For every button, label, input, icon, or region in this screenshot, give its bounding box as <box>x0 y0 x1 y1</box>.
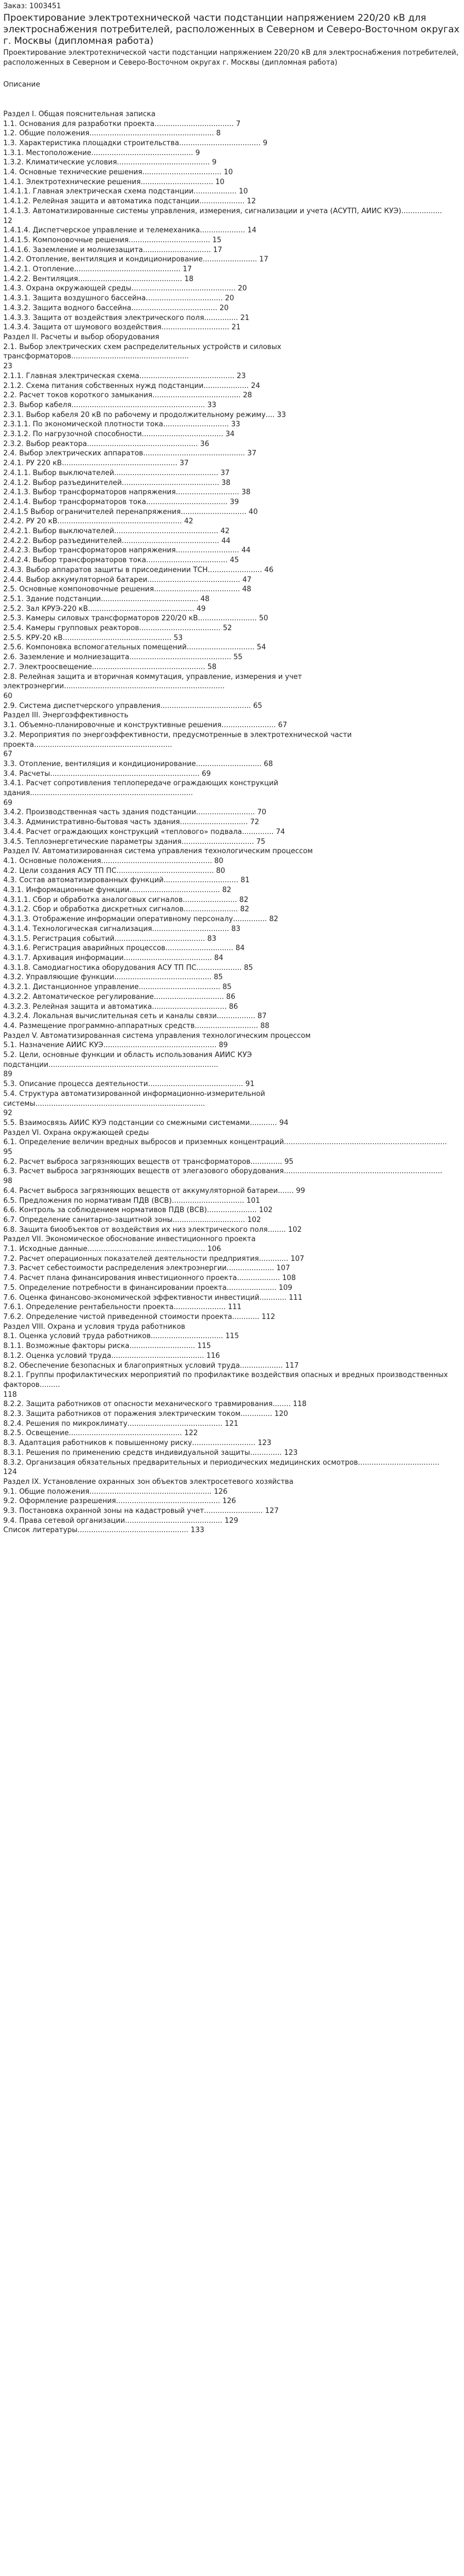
toc-line: Раздел IX. Установление охранных зон объектов электросетевого хозяйства <box>3 1477 294 1486</box>
toc-line: 2.5.2. Зал КРУЭ-220 кВ............................................... 49 <box>3 604 206 613</box>
toc-line: 3.2. Мероприятия по энергоэффективности, предусмотренные в электротехнической части проекта............................................................. <box>3 730 352 749</box>
toc-line: 7.5. Определение потребности в финансировании проекта...................... 109 <box>3 1283 293 1292</box>
toc-line: 2.3.1.2. По нагрузочной способности.................................... 34 <box>3 430 235 439</box>
toc-line: 8.2.2. Защита работников от опасности механического травмирования........ 118 <box>3 1400 307 1409</box>
toc-line: 1.3.1. Местоположение............................................. 9 <box>3 148 200 157</box>
toc-line: 8.2.3. Защита работников от поражения электрическим током.............. 120 <box>3 1410 288 1419</box>
toc-line: 5.1. Назначение АИИС КУЭ.................................................. 89 <box>3 1041 228 1050</box>
toc-line: 92 <box>3 1109 13 1118</box>
toc-line: 4.3.1.7. Архивация информации....................................... 84 <box>3 953 224 962</box>
toc-line: 1.4.2.2. Вентиляция.............................................. 18 <box>3 275 194 283</box>
toc-line: 2.3.1. Выбор кабеля 20 кВ по рабочему и продолжительному режиму.... 33 <box>3 410 287 419</box>
toc-line: 67 <box>3 750 13 759</box>
toc-line: 1.3.2. Климатические условия......................................... 9 <box>3 158 217 167</box>
toc-line: 1.1. Основания для разработки проекта................................... 7 <box>3 119 241 128</box>
toc-line: 8.3.1. Решения по применению средств индивидуальной защиты.............. 123 <box>3 1448 298 1457</box>
toc-line: 6.1. Определение величин вредных выбросов и приземных концентраций........................................................................ <box>3 1138 447 1147</box>
toc-line: 6.2. Расчет выброса загрязняющих веществ от трансформаторов.............. 95 <box>3 1157 294 1166</box>
toc-line: 5.5. Взаимосвязь АИИС КУЭ подстанции со смежными системами............ 94 <box>3 1118 289 1127</box>
toc-line: 6.3. Расчет выброса загрязняющих веществ от элегазового оборудования...................................................................... <box>3 1167 443 1176</box>
toc-line: 4.2. Цели создания АСУ ТП ПС........................................... 80 <box>3 866 225 875</box>
toc-line: 2.4.4. Выбор аккумуляторной батареи......................................... 47 <box>3 575 252 584</box>
toc-line: 2.5. Основные компоновочные решения...................................... 48 <box>3 585 251 594</box>
toc-line: 7.1. Исходные данные.................................................... 106 <box>3 1245 221 1254</box>
toc-line: 2.3.1.1. По экономической плотности тока............................. 33 <box>3 420 240 429</box>
toc-line: 4.3.2.2. Автоматическое регулирование............................... 86 <box>3 992 236 1001</box>
toc-line: 7.6.2. Определение чистой приведенной стоимости проекта............ 112 <box>3 1313 276 1321</box>
toc-line: 1.3. Характеристика площадки строительства.................................... 9 <box>3 139 268 147</box>
toc-line: 118 <box>3 1390 17 1399</box>
toc-line: 2.4.3. Выбор аппаратов защиты в присоединении ТСН........................ 46 <box>3 566 274 574</box>
toc-line: 9.4. Права сетевой организации........................................... 129 <box>3 1516 238 1525</box>
toc-line: 3.1. Объемно-планировочные и конструктивные решения........................ 67 <box>3 721 288 730</box>
toc-line: 4.3.1.2. Сбор и обработка дискретных сигналов........................ 82 <box>3 905 249 914</box>
toc-line: 4.3.2.3. Релейная защита и автоматика................................. 86 <box>3 1002 238 1011</box>
toc-line: 4.3.1.6. Регистрация аварийных процессов.............................. 84 <box>3 944 245 953</box>
toc-line: 7.6. Оценка финансово-экономической эффективности инвестиций............ 111 <box>3 1293 302 1302</box>
toc-line: 1.4.2.1. Отопление............................................... 17 <box>3 265 192 274</box>
toc-line: Раздел VI. Охрана окружающей среды <box>3 1128 149 1137</box>
toc-line: 2.1.2. Схема питания собственных нужд подстанции.................... 24 <box>3 381 260 390</box>
toc-line: 23 <box>3 362 13 371</box>
toc-line: 4.3.1.1. Сбор и обработка аналоговых сигналов........................ 82 <box>3 895 249 904</box>
toc-line: 124 <box>3 1468 17 1477</box>
toc-line: 1.4.2. Отопление, вентиляция и кондиционирование........................ 17 <box>3 255 268 264</box>
toc-line: 12 <box>3 216 13 225</box>
toc-line: 1.4.1.1. Главная электрическая схема подстанции................... 10 <box>3 187 248 196</box>
toc-line: 8.3.2. Организация обязательных предварительных и периодических медицинских осмотров.................................... <box>3 1458 440 1467</box>
toc-line: 8.2.4. Решения по микроклимату.......................................... 121 <box>3 1419 239 1428</box>
toc-line: 2.8. Релейная защита и вторичная коммутация, управление, измерения и учет электроэнергии....................................................................... <box>3 672 302 691</box>
toc-line: 2.4.2.1. Выбор выключателей.............................................. 42 <box>3 527 230 536</box>
toc-line: 3.4.4. Расчет ограждающих конструкций «теплового» подвала.............. 74 <box>3 827 285 836</box>
toc-line: 4.3.1.5. Регистрация событий........................................ 83 <box>3 934 216 943</box>
toc-line: 6.8. Защита биообъектов от воздействия их низ электрического поля........ 102 <box>3 1225 302 1234</box>
toc-line: 6.4. Расчет выброса загрязняющих веществ от аккумуляторной батареи....... 99 <box>3 1186 305 1195</box>
page-title: Проектирование электротехнической части подстанции напряжением 220/20 кВ для электроснабжения потребителей, расположенных в Северном и Северо-Восточном округах г. Москвы (дипломная работа) <box>3 13 460 47</box>
toc-line: 95 <box>3 1148 13 1157</box>
toc-line: 9.2. Оформление разрешения.............................................. 126 <box>3 1497 236 1506</box>
toc-line: 2.4.2.2. Выбор разъединителей........................................... 44 <box>3 536 231 545</box>
toc-line: 2.1.1. Главная электрическая схема.......................................... 23 <box>3 372 246 380</box>
toc-line: 2.1. Выбор электрических схем распределительных устройств и силовых трансформаторов.................................................... <box>3 342 282 361</box>
toc-line: 2.4.1.5 Выбор ограничителей перенапряжения............................. 40 <box>3 507 258 516</box>
toc-line: 7.3. Расчет себестоимости распределения электроэнергии..................... 107 <box>3 1264 290 1273</box>
toc-line: 2.5.4. Камеры групповых реакторов.................................... 52 <box>3 624 232 633</box>
toc-line: 2.5.3. Камеры силовых трансформаторов 220/20 кВ.......................... 50 <box>3 614 268 623</box>
toc-line: Раздел VII. Экономическое обоснование инвестиционного проекта <box>3 1235 256 1244</box>
toc-line: 2.3.2. Выбор реактора................................................. 36 <box>3 439 209 448</box>
toc-line: 8.2. Обеспечение безопасных и благоприятных условий труда................... 117 <box>3 1361 299 1370</box>
toc-line: 2.4.2.4. Выбор трансформаторов тока.................................... 45 <box>3 556 239 565</box>
toc-line: 3.4.2. Производственная часть здания подстанции.......................... 70 <box>3 808 267 817</box>
toc-line: 2.4.1.3. Выбор трансформаторов напряжения............................ 38 <box>3 488 251 497</box>
toc-line: 1.4.1.5. Компоновочные решения.................................... 15 <box>3 236 222 244</box>
toc-line: 2.4. Выбор электрических аппаратов............................................. 37 <box>3 449 256 458</box>
toc-line: 4.3.1.4. Технологическая сигнализация.................................. 83 <box>3 924 240 933</box>
toc-line: 4.3.1.3. Отображение информации оперативному персоналу............... 82 <box>3 915 278 924</box>
table-of-contents <box>3 110 461 1535</box>
toc-line: 5.4. Структура автоматизированной информационно-измерительной системы........................................................................... <box>3 1089 265 1108</box>
toc-line: 4.1. Основные положения................................................. 80 <box>3 856 224 865</box>
toc-line: 3.4.1. Расчет сопротивления теплопередаче ограждающих конструкций здания........................................................................ <box>3 779 278 798</box>
toc-line: 2.6. Заземление и молниезащита............................................. 55 <box>3 653 243 662</box>
toc-line: 4.3.1.8. Самодиагностика оборудования АСУ ТП ПС.................... 85 <box>3 963 253 972</box>
toc-line: 2.2. Расчет токов короткого замыкания....................................... 28 <box>3 391 253 400</box>
toc-line: 60 <box>3 692 13 700</box>
toc-line: 9.1. Общие положения...................................................... 126 <box>3 1487 228 1496</box>
toc-line: Список литературы................................................. 133 <box>3 1526 204 1535</box>
description-heading: Описание <box>3 80 41 89</box>
toc-line: 2.5.6. Компоновка вспомогательных помещений.............................. 54 <box>3 643 266 652</box>
toc-line: 8.1.2. Оценка условий труда......................................... 116 <box>3 1351 220 1360</box>
toc-line: 4.4. Размещение программно-аппаратных средств............................ 88 <box>3 1021 270 1030</box>
lead-paragraph: Проектирование электротехнической части подстанции напряжением 220/20 кВ для электроснабжения потребителей, расположенных в Северном и Северо-Восточном округах г. Москвы (дипломная работа) <box>3 49 459 67</box>
toc-line: 6.5. Предложения по нормативам ПДВ (ВСВ)................................ 101 <box>3 1196 260 1205</box>
toc-line: 2.7. Электроосвещение.................................................. 58 <box>3 662 217 671</box>
toc-line: 8.1. Оценка условий труда работников................................ 115 <box>3 1332 239 1341</box>
toc-line: 89 <box>3 1070 13 1079</box>
toc-line: 1.4.3. Охрана окружающей среды.............................................. 20 <box>3 284 247 293</box>
toc-line: 1.2. Общие положения....................................................... 8 <box>3 129 221 138</box>
toc-line: 2.5.1. Здание подстанции........................................... 48 <box>3 595 210 603</box>
toc-line: 1.4.3.2. Защита водного бассейна...................................... 20 <box>3 304 229 312</box>
toc-line: 2.9. Система диспетчерского управления........................................ 65 <box>3 701 262 710</box>
order-number: Заказ: 1003451 <box>3 2 61 10</box>
toc-line: 69 <box>3 798 13 807</box>
toc-line: 5.3. Описание процесса деятельности.......................................... 91 <box>3 1080 255 1089</box>
toc-line: 8.3. Адаптация работников к повышенному риску............................ 123 <box>3 1439 272 1448</box>
toc-line: Раздел III. Энергоэффективность <box>3 711 129 720</box>
toc-line: 3.4.5. Теплоэнергетические параметры здания................................ 75 <box>3 837 266 846</box>
toc-line: 2.4.2. РУ 20 кВ....................................................... 42 <box>3 517 193 526</box>
toc-line: Раздел V. Автоматизированная система управления технологическим процессом <box>3 1031 311 1040</box>
toc-line: 4.3.2. Управляющие функции........................................... 85 <box>3 973 223 982</box>
toc-line: 2.4.2.3. Выбор трансформаторов напряжения............................ 44 <box>3 546 251 555</box>
toc-line: 3.4.3. Административно-бытовая часть здания.............................. 72 <box>3 818 260 827</box>
toc-line: 1.4.3.3. Защита от воздействия электрического поля............... 21 <box>3 313 250 322</box>
toc-line: 6.7. Определение санитарно-защитной зоны................................ 102 <box>3 1215 261 1224</box>
toc-line: 1.4.3.4. Защита от шумового воздействия.............................. 21 <box>3 323 241 332</box>
toc-line: 1.4.1.6. Заземление и молниезащита.............................. 17 <box>3 245 222 254</box>
toc-line: 2.4.1.1. Выбор выключателей.............................................. 37 <box>3 469 230 477</box>
toc-line: 4.3.1. Информационные функции........................................ 82 <box>3 886 232 895</box>
toc-line: 6.6. Контроль за соблюдением нормативов ПДВ (ВСВ)...................... 102 <box>3 1206 273 1215</box>
toc-line: 98 <box>3 1177 13 1186</box>
toc-line: 1.4.1. Электротехнические решения................................ 10 <box>3 178 225 186</box>
toc-line: 7.2. Расчет операционных показателей деятельности предприятия............. 107 <box>3 1254 305 1263</box>
toc-line: 7.4. Расчет плана финансирования инвестиционного проекта................... 108 <box>3 1274 296 1283</box>
toc-line: 1.4.1.4. Диспетчерское управление и телемеханика.................... 14 <box>3 226 257 235</box>
toc-line: 2.4.1.4. Выбор трансформаторов тока.................................... 39 <box>3 498 239 506</box>
toc-line: 5.2. Цели, основные функции и область использования АИИС КУЭ подстанции........................................................................... <box>3 1051 252 1069</box>
toc-line: 8.2.5. Освещение.................................................. 122 <box>3 1429 198 1438</box>
toc-line: Раздел IV. Автоматизированная система управления технологическим процессом <box>3 847 313 856</box>
toc-line: 1.4.1.2. Релейная защита и автоматика подстанции.................... 12 <box>3 197 256 206</box>
toc-line: 2.5.5. КРУ-20 кВ................................................ 53 <box>3 633 183 642</box>
toc-line: 2.3. Выбор кабеля........................................................... 33 <box>3 401 216 409</box>
toc-line: Раздел II. Расчеты и выбор оборудования <box>3 333 159 341</box>
toc-line: 3.3. Отопление, вентиляция и кондиционирование............................. 68 <box>3 759 273 768</box>
toc-line: 4.3.2.4. Локальная вычислительная сеть и каналы связи................. 87 <box>3 1012 267 1021</box>
toc-line: Раздел VIII. Охрана и условия труда работников <box>3 1322 186 1331</box>
toc-line: 3.4. Расчеты.................................................................. 69 <box>3 769 211 778</box>
toc-line: Раздел I. Общая пояснительная записка <box>3 110 156 118</box>
toc-line: 4.3.2.1. Дистанционное управление.................................... 85 <box>3 983 232 992</box>
toc-line: 8.1.1. Возможные факторы риска............................. 115 <box>3 1342 211 1351</box>
toc-line: 8.2.1. Группы профилактических мероприятий по профилактике воздействия опасных и вредных производственных факторов......... <box>3 1371 448 1389</box>
toc-line: 1.4.1.3. Автоматизированные системы управления, измерения, сигнализации и учета (АСУТП, АИИС КУЭ).................. <box>3 207 442 215</box>
toc-line: 4.3. Состав автоматизированных функций................................. 81 <box>3 876 250 885</box>
toc-line: 1.4.3.1. Защита воздушного бассейна.................................. 20 <box>3 294 234 303</box>
toc-line: 7.6.1. Определение рентабельности проекта....................... 111 <box>3 1303 242 1312</box>
toc-line: 2.4.1. РУ 220 кВ................................................... 37 <box>3 459 189 468</box>
toc-line: 2.4.1.2. Выбор разъединителей........................................... 38 <box>3 478 231 487</box>
toc-line: 9.3. Постановка охранной зоны на кадастровый учет.......................... 127 <box>3 1507 279 1516</box>
toc-line: 1.4. Основные технические решения................................... 10 <box>3 168 233 177</box>
